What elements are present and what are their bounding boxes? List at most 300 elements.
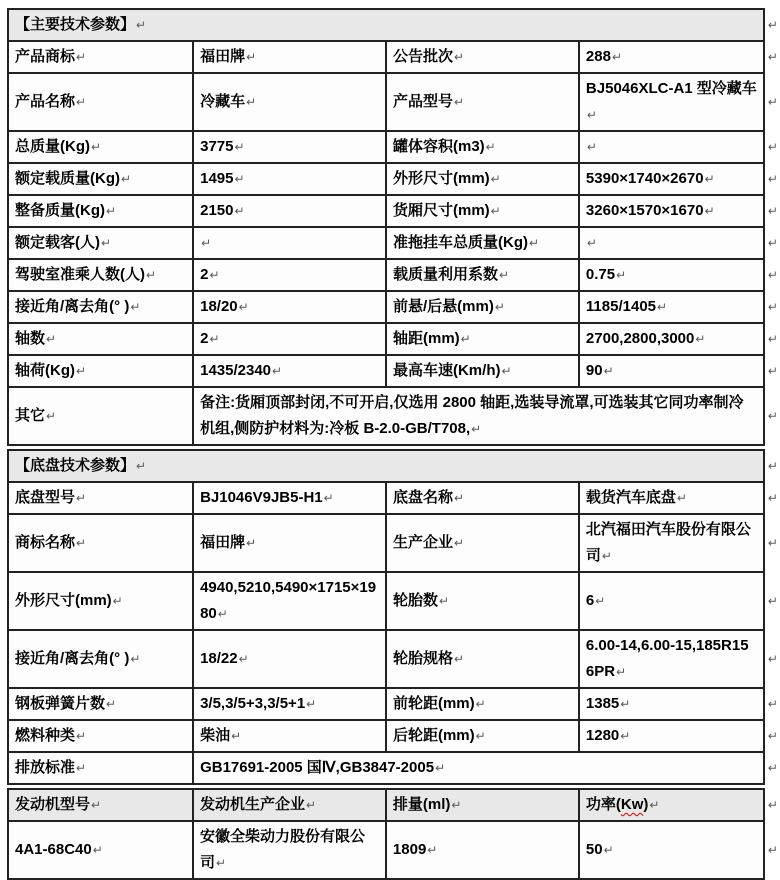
spec-value-cell [579, 227, 764, 259]
paragraph-mark-icon: ↵ [306, 798, 317, 812]
paragraph-mark-icon: ↵ [238, 300, 249, 314]
paragraph-mark-icon: ↵ [494, 300, 505, 314]
paragraph-mark-icon: ↵ [767, 798, 778, 812]
paragraph-mark-icon: ↵ [767, 697, 778, 711]
paragraph-mark-icon: ↵ [130, 300, 141, 314]
paragraph-mark-icon: ↵ [453, 652, 465, 666]
spec-label-cell [8, 195, 193, 227]
spec-value-cell [193, 73, 386, 131]
paragraph-mark-icon: ↵ [767, 729, 778, 743]
section-title-cell [8, 450, 764, 482]
paragraph-mark-icon: ↵ [695, 332, 706, 346]
value-text: 2150 [200, 202, 234, 219]
label-text: 底盘型号 [15, 489, 76, 506]
row-end-mark [764, 387, 779, 445]
paragraph-mark-icon: ↵ [620, 729, 631, 743]
table-row [8, 572, 779, 630]
row-end-mark [764, 630, 779, 688]
spec-label-cell [8, 73, 193, 131]
spec-value-cell [579, 572, 764, 630]
value-text: 1185/1405 [585, 298, 656, 315]
paragraph-mark-icon: ↵ [453, 491, 465, 505]
label-text: 前轮距(mm) [392, 695, 475, 712]
row-end-mark [764, 195, 779, 227]
paragraph-mark-icon: ↵ [490, 172, 501, 186]
spec-value-cell [193, 131, 386, 163]
value-text: 福田牌 [200, 48, 246, 65]
spec-value-cell [579, 73, 764, 131]
spec-value-cell [193, 195, 386, 227]
paragraph-mark-icon: ↵ [767, 843, 778, 857]
table-row [8, 227, 779, 259]
row-end-mark [764, 720, 779, 752]
label-text: 产品型号 [392, 93, 453, 110]
label-text: 驾驶室准乘人数(人) [15, 266, 145, 283]
paragraph-mark-icon: ↵ [246, 536, 257, 550]
paragraph-mark-icon: ↵ [451, 798, 462, 812]
spec-label-cell [8, 227, 193, 259]
spec-value-cell [579, 131, 764, 163]
row-end-mark [764, 752, 779, 784]
paragraph-mark-icon: ↵ [454, 95, 465, 109]
paragraph-mark-icon: ↵ [146, 268, 157, 282]
spec-label-cell [8, 572, 193, 630]
value-text: 载货汽车底盘 [585, 489, 676, 506]
table-row [8, 752, 779, 784]
label-text: 后轮距(mm) [392, 727, 475, 744]
paragraph-mark-icon: ↵ [454, 50, 465, 64]
paragraph-mark-icon: ↵ [767, 50, 778, 64]
table-row [8, 789, 779, 821]
paragraph-mark-icon: ↵ [767, 95, 778, 109]
paragraph-mark-icon: ↵ [767, 268, 778, 282]
paragraph-mark-icon: ↵ [586, 140, 597, 154]
paragraph-mark-icon: ↵ [76, 536, 87, 550]
paragraph-mark-icon: ↵ [767, 536, 778, 550]
paragraph-mark-icon: ↵ [767, 652, 778, 666]
paragraph-mark-icon: ↵ [620, 697, 631, 711]
table-row [8, 291, 779, 323]
table-row [8, 514, 779, 572]
table-row [8, 720, 779, 752]
paragraph-mark-icon: ↵ [136, 459, 147, 473]
paragraph-mark-icon: ↵ [767, 364, 778, 378]
label-text: 产品商标 [15, 48, 76, 65]
paragraph-mark-icon: ↵ [649, 798, 660, 812]
label-text: 准拖挂车总质量(Kg) [392, 234, 528, 251]
spec-label-cell [8, 514, 193, 572]
spec-value-cell [579, 482, 764, 514]
paragraph-mark-icon: ↵ [586, 108, 597, 122]
paragraph-mark-icon: ↵ [767, 204, 778, 218]
spec-label-cell [8, 323, 193, 355]
paragraph-mark-icon: ↵ [490, 204, 501, 218]
spec-value-cell [579, 323, 764, 355]
paragraph-mark-icon: ↵ [501, 364, 512, 378]
value-text: 1495 [200, 170, 234, 187]
paragraph-mark-icon: ↵ [234, 172, 245, 186]
spec-value-cell [579, 630, 764, 688]
value-text: BJ5046XLC-A1 型冷藏车 [585, 80, 757, 97]
value-text: 3260×1570×1670 [585, 202, 704, 219]
label-text: 接近角/离去角(° ) [15, 298, 130, 315]
label-text: 产品名称 [15, 93, 76, 110]
spec-value-cell [193, 720, 386, 752]
row-end-mark [764, 789, 779, 821]
paragraph-mark-icon: ↵ [238, 652, 249, 666]
label-text: 其它 [15, 407, 46, 424]
paragraph-mark-icon: ↵ [246, 95, 257, 109]
spec-value-cell [579, 163, 764, 195]
label-text: 额定载质量(Kg) [15, 170, 120, 187]
label-text: 接近角/离去角(° ) [15, 650, 130, 667]
value-text: 18/20 [200, 298, 238, 315]
spec-value-cell [579, 720, 764, 752]
spec-label-cell [8, 355, 193, 387]
value-text: 1435/2340 [200, 362, 272, 379]
value-text: 1280 [585, 727, 620, 744]
paragraph-mark-icon: ↵ [528, 236, 540, 250]
paragraph-mark-icon: ↵ [92, 843, 103, 857]
paragraph-mark-icon: ↵ [767, 409, 778, 423]
row-end-mark [764, 514, 779, 572]
spec-label-cell [386, 163, 579, 195]
label-text: 轮胎数 [392, 592, 438, 609]
paragraph-mark-icon: ↵ [76, 95, 87, 109]
paragraph-mark-icon: ↵ [616, 665, 627, 679]
spec-label-cell [386, 131, 579, 163]
value-text: GB17691-2005 国Ⅳ,GB3847-2005 [200, 759, 435, 776]
spec-label-cell [386, 514, 579, 572]
engine-params-table [7, 788, 780, 880]
label-text: 货厢尺寸(mm) [392, 202, 490, 219]
label-text: 整备质量(Kg) [15, 202, 105, 219]
paragraph-mark-icon: ↵ [601, 549, 612, 563]
value-text: 90 [585, 362, 603, 379]
spec-label-cell [386, 259, 579, 291]
section-title: 【底盘技术参数】 [15, 457, 136, 474]
paragraph-mark-icon: ↵ [106, 697, 117, 711]
label-text: 排量(ml) [392, 796, 451, 813]
spec-label-cell [386, 227, 579, 259]
paragraph-mark-icon: ↵ [216, 856, 227, 870]
spec-label-cell [386, 572, 579, 630]
table-row [8, 73, 779, 131]
row-end-mark [764, 227, 779, 259]
value-text: 3775 [200, 138, 234, 155]
paragraph-mark-icon: ↵ [453, 536, 465, 550]
chassis-tech-params-table [7, 449, 780, 785]
paragraph-mark-icon: ↵ [603, 364, 614, 378]
label-text: 额定载客(人) [15, 234, 100, 251]
paragraph-mark-icon: ↵ [657, 300, 668, 314]
spec-label-cell [8, 163, 193, 195]
label-text: 罐体容积(m3) [392, 138, 485, 155]
row-end-mark [764, 291, 779, 323]
row-end-mark [764, 41, 779, 73]
paragraph-mark-icon: ↵ [438, 594, 450, 608]
label-text: 发动机型号 [15, 796, 91, 813]
label-text: 轴数 [15, 330, 46, 347]
section-title-cell [8, 9, 764, 41]
spec-value-cell [579, 688, 764, 720]
paragraph-mark-icon: ↵ [76, 50, 87, 64]
spec-label-cell [8, 259, 193, 291]
row-end-mark [764, 163, 779, 195]
label-text: 轴距(mm) [392, 330, 460, 347]
label-text: 排放标准 [15, 759, 76, 776]
spec-value-cell [193, 821, 386, 879]
spec-label-cell [386, 821, 579, 879]
paragraph-mark-icon: ↵ [595, 594, 606, 608]
label-text: 燃料种类 [15, 727, 76, 744]
spellcheck-underline-text: Kw [620, 796, 644, 813]
paragraph-mark-icon: ↵ [767, 300, 778, 314]
row-end-mark [764, 73, 779, 131]
label-text: 外形尺寸(mm) [392, 170, 490, 187]
table-row [8, 259, 779, 291]
value-text: 福田牌 [200, 534, 246, 551]
label-text: 前悬/后悬(mm) [392, 298, 494, 315]
paragraph-mark-icon: ↵ [767, 140, 778, 154]
spec-value-cell [579, 514, 764, 572]
spec-label-cell [386, 720, 579, 752]
value-text: 2700,2800,3000 [585, 330, 695, 347]
value-text: 50 [585, 841, 603, 858]
paragraph-mark-icon: ↵ [217, 607, 228, 621]
paragraph-mark-icon: ↵ [106, 204, 117, 218]
spec-label-cell [386, 195, 579, 227]
paragraph-mark-icon: ↵ [234, 204, 245, 218]
table-row [8, 195, 779, 227]
paragraph-mark-icon: ↵ [323, 491, 334, 505]
paragraph-mark-icon: ↵ [767, 594, 778, 608]
table-row [8, 482, 779, 514]
paragraph-mark-icon: ↵ [611, 50, 623, 64]
label-text: 4A1-68C40 [15, 841, 92, 858]
row-end-mark [764, 9, 779, 41]
section-title-row [8, 9, 779, 41]
label-text: 底盘名称 [392, 489, 453, 506]
paragraph-mark-icon: ↵ [603, 843, 614, 857]
row-end-mark [764, 323, 779, 355]
spec-label-cell [8, 752, 193, 784]
engine-header-cell [579, 789, 764, 821]
spec-label-cell [8, 630, 193, 688]
paragraph-mark-icon: ↵ [130, 652, 141, 666]
spec-value-cell [193, 752, 764, 784]
paragraph-mark-icon: ↵ [101, 236, 112, 250]
row-end-mark [764, 688, 779, 720]
paragraph-mark-icon: ↵ [767, 459, 778, 473]
paragraph-mark-icon: ↵ [767, 491, 778, 505]
paragraph-mark-icon: ↵ [209, 332, 220, 346]
paragraph-mark-icon: ↵ [91, 140, 102, 154]
paragraph-mark-icon: ↵ [767, 332, 778, 346]
row-end-mark [764, 572, 779, 630]
spec-label-cell [386, 323, 579, 355]
engine-header-cell [193, 789, 386, 821]
spec-label-cell [386, 355, 579, 387]
value-text: 6.00-14,6.00-15,185R15 6PR [585, 637, 749, 680]
spec-label-cell [8, 41, 193, 73]
spec-value-cell [193, 482, 386, 514]
spec-label-cell [8, 720, 193, 752]
paragraph-mark-icon: ↵ [704, 204, 715, 218]
paragraph-mark-icon: ↵ [767, 172, 778, 186]
spec-value-cell [193, 323, 386, 355]
row-end-mark [764, 450, 779, 482]
paragraph-mark-icon: ↵ [76, 364, 87, 378]
paragraph-mark-icon: ↵ [435, 761, 446, 775]
spec-value-cell [579, 291, 764, 323]
paragraph-mark-icon: ↵ [427, 843, 438, 857]
paragraph-mark-icon: ↵ [704, 172, 715, 186]
label-text: 外形尺寸(mm) [15, 592, 112, 609]
spec-label-cell [8, 482, 193, 514]
paragraph-mark-icon: ↵ [471, 422, 482, 436]
paragraph-mark-icon: ↵ [616, 268, 627, 282]
section-title-row [8, 450, 779, 482]
row-end-mark [764, 355, 779, 387]
row-end-mark [764, 259, 779, 291]
engine-header-cell [386, 789, 579, 821]
paragraph-mark-icon: ↵ [475, 729, 486, 743]
paragraph-mark-icon: ↵ [676, 491, 687, 505]
spec-value-cell [193, 688, 386, 720]
paragraph-mark-icon: ↵ [209, 268, 220, 282]
value-text: 2 [200, 266, 209, 283]
spec-value-cell [193, 291, 386, 323]
paragraph-mark-icon: ↵ [91, 798, 102, 812]
label-text: 功率( [585, 796, 621, 813]
value-text: 288 [585, 48, 611, 65]
paragraph-mark-icon: ↵ [46, 332, 57, 346]
value-text: 北汽福田汽车股份有限公司 [585, 521, 751, 564]
value-text: 3/5,3/5+3,3/5+1 [200, 695, 306, 712]
label-text: ) [643, 796, 649, 813]
table-row [8, 821, 779, 879]
spec-value-cell [193, 355, 386, 387]
spec-value-cell [193, 259, 386, 291]
table-row [8, 355, 779, 387]
spec-value-cell [579, 195, 764, 227]
value-text: 冷藏车 [200, 93, 246, 110]
spec-value-cell [193, 41, 386, 73]
label-text: 生产企业 [392, 534, 453, 551]
spec-value-cell [579, 259, 764, 291]
paragraph-mark-icon: ↵ [272, 364, 283, 378]
paragraph-mark-icon: ↵ [231, 729, 242, 743]
paragraph-mark-icon: ↵ [136, 18, 147, 32]
value-text: BJ1046V9JB5-H1 [200, 489, 323, 506]
spec-label-cell [386, 688, 579, 720]
table-row [8, 323, 779, 355]
spec-label-cell [386, 73, 579, 131]
value-text: 6 [585, 592, 595, 609]
table-row [8, 387, 779, 445]
table-row [8, 630, 779, 688]
value-text: 发动机生产企业 [200, 796, 306, 813]
paragraph-mark-icon: ↵ [121, 172, 132, 186]
paragraph-mark-icon: ↵ [767, 236, 778, 250]
label-text: 1809 [392, 841, 427, 858]
spec-label-cell [8, 291, 193, 323]
value-text: 0.75 [585, 266, 616, 283]
spec-value-cell [193, 163, 386, 195]
main-tech-params-table [7, 8, 780, 446]
paragraph-mark-icon: ↵ [234, 140, 245, 154]
paragraph-mark-icon: ↵ [475, 697, 486, 711]
paragraph-mark-icon: ↵ [201, 236, 212, 250]
spec-label-cell [386, 41, 579, 73]
paragraph-mark-icon: ↵ [76, 761, 87, 775]
value-text: 4940,5210,5490×1715×1980 [200, 579, 377, 622]
value-text: 柴油 [200, 727, 231, 744]
label-text: 载质量利用系数 [392, 266, 498, 283]
spec-label-cell [386, 291, 579, 323]
spec-value-cell [193, 227, 386, 259]
paragraph-mark-icon: ↵ [246, 50, 257, 64]
paragraph-mark-icon: ↵ [76, 491, 87, 505]
spec-label-cell [8, 821, 193, 879]
row-end-mark [764, 821, 779, 879]
paragraph-mark-icon: ↵ [112, 594, 123, 608]
value-text: 5390×1740×2670 [585, 170, 704, 187]
row-end-mark [764, 482, 779, 514]
label-text: 轮胎规格 [392, 650, 453, 667]
spec-value-cell [193, 514, 386, 572]
label-text: 最高车速(Km/h) [392, 362, 501, 379]
spec-label-cell [386, 482, 579, 514]
paragraph-mark-icon: ↵ [586, 236, 597, 250]
engine-header-cell [8, 789, 193, 821]
row-end-mark [764, 131, 779, 163]
spec-value-cell [193, 630, 386, 688]
spec-label-cell [8, 387, 193, 445]
label-text: 总质量(Kg) [15, 138, 90, 155]
value-text: 2 [200, 330, 209, 347]
paragraph-mark-icon: ↵ [767, 761, 778, 775]
value-text: 1385 [585, 695, 620, 712]
value-text: 安徽全柴动力股份有限公司 [200, 828, 366, 871]
paragraph-mark-icon: ↵ [76, 729, 87, 743]
label-text: 公告批次 [392, 48, 453, 65]
paragraph-mark-icon: ↵ [460, 332, 471, 346]
value-text: 18/22 [200, 650, 238, 667]
section-title: 【主要技术参数】 [15, 16, 136, 33]
label-text: 商标名称 [15, 534, 76, 551]
label-text: 钢板弹簧片数 [15, 695, 106, 712]
label-text: 轴荷(Kg) [15, 362, 75, 379]
spec-label-cell [8, 131, 193, 163]
value-text: 备注:货厢顶部封闭,不可开启,仅选用 2800 轴距,选装导流罩,可选装其它同功率制冷机组,侧防护材料为:冷板 B-2.0-GB/T708, [200, 394, 744, 437]
table-row [8, 41, 779, 73]
spec-value-cell [579, 821, 764, 879]
table-row [8, 163, 779, 195]
table-row [8, 688, 779, 720]
spec-label-cell [386, 630, 579, 688]
paragraph-mark-icon: ↵ [485, 140, 496, 154]
spec-label-cell [8, 688, 193, 720]
spec-value-cell [579, 355, 764, 387]
paragraph-mark-icon: ↵ [767, 18, 778, 32]
spec-tables-container [7, 8, 780, 880]
table-row [8, 131, 779, 163]
spec-value-cell [193, 572, 386, 630]
paragraph-mark-icon: ↵ [306, 697, 317, 711]
paragraph-mark-icon: ↵ [499, 268, 510, 282]
